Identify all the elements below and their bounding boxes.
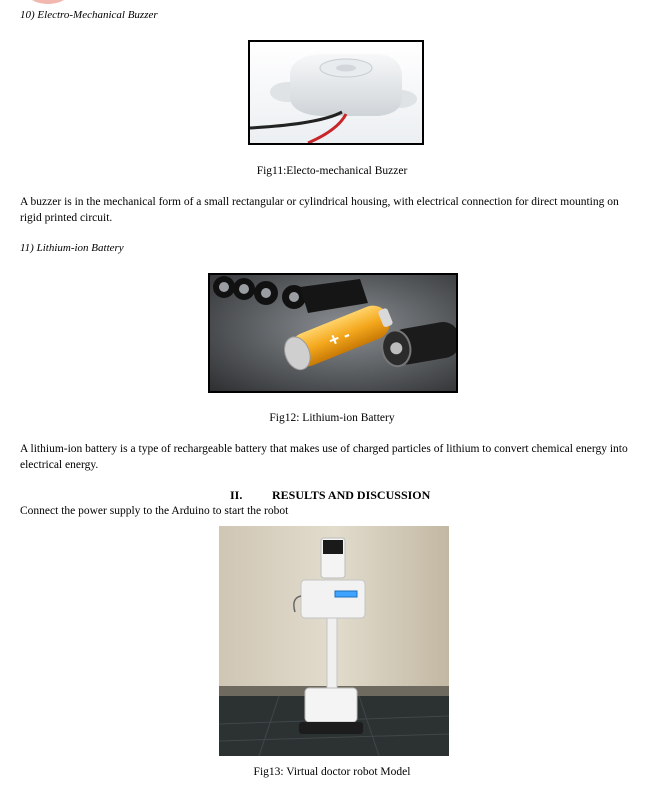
buzzer-figure [248, 40, 424, 145]
battery-image [210, 275, 456, 391]
robot-figure [219, 526, 449, 756]
battery-heading: 11) Lithium-ion Battery [20, 242, 124, 254]
section-number: II. [230, 488, 243, 502]
results-paragraph: Connect the power supply to the Arduino to start the robot [20, 505, 289, 517]
buzzer-image [250, 42, 422, 143]
svg-text:+ -: + - [325, 324, 353, 351]
battery-figure [208, 273, 458, 393]
robot-image [219, 526, 449, 756]
buzzer-heading: 10) Electro-Mechanical Buzzer [20, 9, 158, 21]
buzzer-paragraph-line-1: A buzzer is in the mechanical form of a small rectangular or cylindrical housing, with electrical connection for direct mounting on [20, 196, 619, 208]
buzzer-paragraph-line-2: rigid printed circuit. [20, 212, 113, 224]
robot-caption: Fig13: Virtual doctor robot Model [253, 766, 411, 778]
page-corner-mark [26, 0, 70, 4]
battery-caption: Fig12: Lithium-ion Battery [269, 412, 395, 424]
buzzer-caption: Fig11:Electo-mechanical Buzzer [256, 165, 408, 177]
battery-paragraph-line-1: A lithium-ion battery is a type of rechargeable battery that makes use of charged particles of lithium to convert chemical energy into [20, 443, 628, 455]
battery-paragraph-line-2: electrical energy. [20, 459, 99, 471]
section-title: RESULTS AND DISCUSSION [272, 488, 431, 502]
